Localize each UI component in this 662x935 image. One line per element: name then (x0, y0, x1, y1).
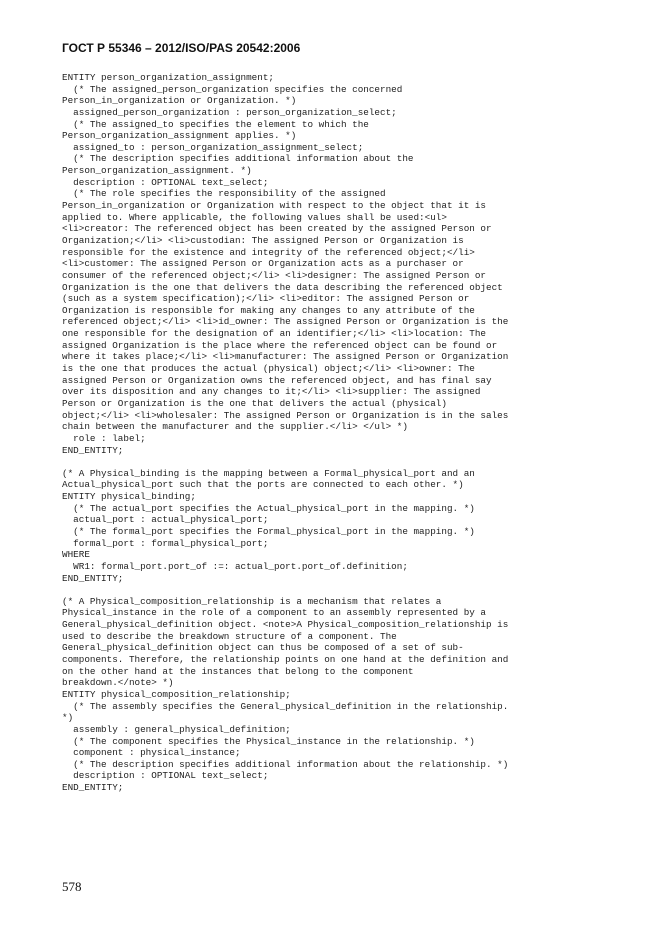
code-line: ENTITY physical_binding; (62, 491, 196, 503)
code-line: Person_organization_assignment applies. *) (62, 130, 297, 142)
code-line: responsible for the existence and integrity of the referenced object;</li> (62, 246, 475, 258)
code-line: consumer of the referenced object;</li> <li>designer: The assigned Person or (62, 269, 487, 281)
code-line: Organization;</li> <li>custodian: The assigned Person or Organization is (62, 234, 464, 246)
code-line: used to describe the breakdown structure of a component. The (62, 630, 397, 642)
code-line: Actual_physical_port such that the ports are connected to each other. *) (62, 479, 464, 491)
code-line: (* The assembly specifies the General_physical_definition in the relationship. (62, 700, 509, 712)
code-line: on the other hand at the instances that belong to the component (62, 665, 414, 677)
code-line: END_ENTITY; (62, 444, 124, 456)
express-code-listing (62, 72, 602, 794)
code-line: ENTITY physical_composition_relationship; (62, 688, 291, 700)
code-line: (* The assigned_person_organization specifies the concerned (62, 83, 403, 95)
code-line: chain between the manufacturer and the supplier.</li> </ul> *) (62, 421, 408, 433)
code-line: description : OPTIONAL text_select; (62, 770, 269, 782)
code-line: Physical_instance in the role of a component to an assembly represented by a (62, 607, 487, 619)
page-number: 578 (62, 879, 82, 894)
code-line: formal_port : formal_physical_port; (62, 537, 269, 549)
code-line: <li>creator: The referenced object has been created by the assigned Person or (62, 223, 492, 235)
code-line: applied to. Where applicable, the following values shall be used:<ul> (62, 211, 447, 223)
code-line: is the one that produces the actual (physical) object;</li> <li>owner: The (62, 363, 475, 375)
code-line: over its disposition and any changes to it;</li> <li>supplier: The assigned (62, 386, 481, 398)
code-line: assigned Organization is the place where the referenced object can be found or (62, 339, 498, 351)
code-line: Person_in_organization or Organization. *) (62, 95, 297, 107)
code-line: WHERE (62, 549, 90, 561)
code-line: (* The description specifies additional information about the (62, 153, 414, 165)
code-line: referenced object;</li> <li>id_owner: The assigned Person or Organization is the (62, 316, 509, 328)
code-line: description : OPTIONAL text_select; (62, 176, 269, 188)
code-line: (* The formal_port specifies the Formal_physical_port in the mapping. *) (62, 525, 475, 537)
code-line (62, 456, 602, 468)
code-line: (* The component specifies the Physical_instance in the relationship. *) (62, 735, 475, 747)
code-line: (* The description specifies additional information about the relationship. *) (62, 758, 509, 770)
code-line: components. Therefore, the relationship points on one hand at the definition and (62, 654, 509, 666)
code-line: (such as a system specification);</li> <li>editor: The assigned Person or (62, 293, 470, 305)
code-line (62, 584, 602, 596)
code-line: END_ENTITY; (62, 782, 124, 794)
code-line: assigned_person_organization : person_organization_select; (62, 106, 397, 118)
code-line: *) (62, 712, 74, 724)
code-line: assigned Person or Organization owns the referenced object, and has final say (62, 374, 492, 386)
code-line: (* The assigned_to specifies the element to which the (62, 118, 369, 130)
code-line: (* The actual_port specifies the Actual_physical_port in the mapping. *) (62, 502, 475, 514)
code-line: ENTITY person_organization_assignment; (62, 72, 275, 83)
code-line: breakdown.</note> *) (62, 677, 174, 689)
code-line: (* A Physical_binding is the mapping between a Formal_physical_port and an (62, 467, 475, 479)
code-line: role : label; (62, 432, 146, 444)
code-line: assigned_to : person_organization_assignment_select; (62, 141, 364, 153)
code-line: General_physical_definition object. <note>A Physical_composition_relationship is (62, 619, 509, 631)
code-line: (* A Physical_composition_relationship is a mechanism that relates a (62, 595, 442, 607)
code-line: <li>customer: The assigned Person or Organization acts as a purchaser or (62, 258, 464, 270)
code-line: Person_organization_assignment. *) (62, 165, 252, 177)
code-line: Organization is the one that delivers the data describing the referenced object (62, 281, 503, 293)
code-line: assembly : general_physical_definition; (62, 723, 291, 735)
code-line: Person_in_organization or Organization with respect to the object that it is (62, 200, 487, 212)
code-line: WR1: formal_port.port_of :=: actual_port.port_of.definition; (62, 560, 408, 572)
code-line: component : physical_instance; (62, 747, 241, 759)
code-line: END_ENTITY; (62, 572, 124, 584)
standard-header: ГОСТ Р 55346 – 2012/ISO/PAS 20542:2006 (62, 41, 301, 55)
code-line: one responsible for the designation of an identifier;</li> <li>location: The (62, 328, 487, 340)
code-line: Organization is responsible for making any changes to any attribute of the (62, 304, 475, 316)
code-line: object;</li> <li>wholesaler: The assigned Person or Organization is in the sales (62, 409, 509, 421)
code-line: actual_port : actual_physical_port; (62, 514, 269, 526)
code-line: (* The role specifies the responsibility of the assigned (62, 188, 386, 200)
code-line: Person or Organization is the one that delivers the actual (physical) (62, 397, 447, 409)
code-line: General_physical_definition object can thus be composed of a set of sub- (62, 642, 464, 654)
code-line: where it takes place;</li> <li>manufacturer: The assigned Person or Organization (62, 351, 509, 363)
